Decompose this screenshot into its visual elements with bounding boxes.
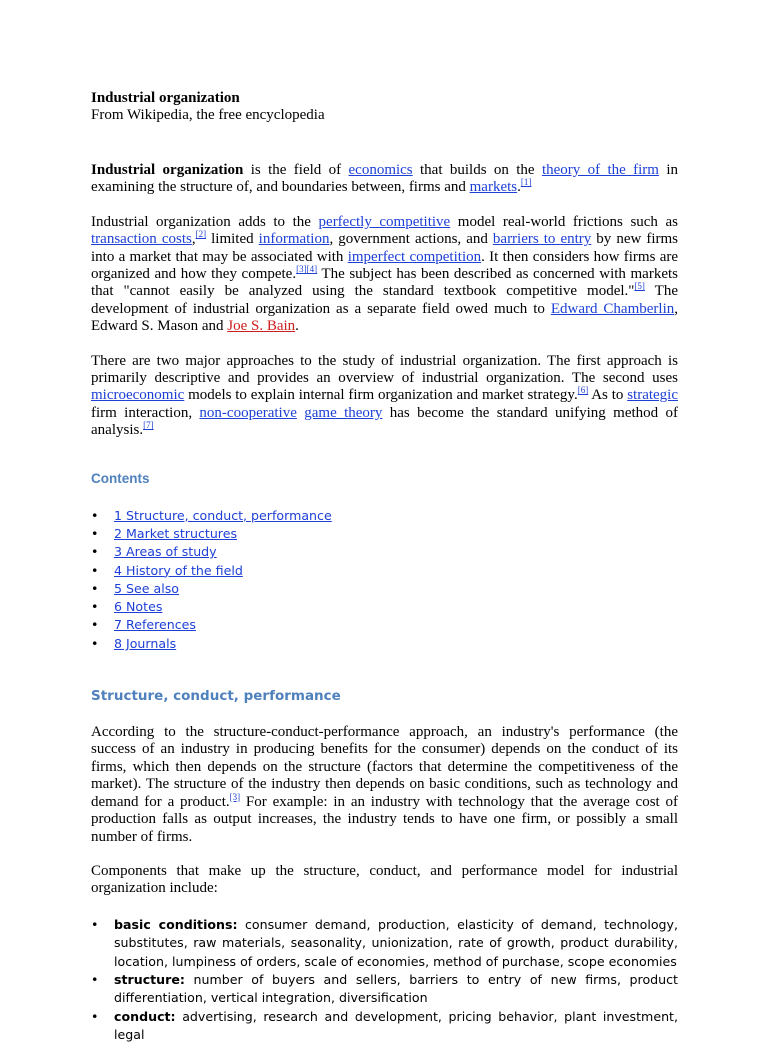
text-span: The subject has been described as concerned with markets that "cannot easily be analyzed using the standard textbook competitive model." bbox=[91, 266, 679, 300]
bullet-icon: • bbox=[91, 562, 99, 578]
text-span: in examining the structure of, and boundaries between, firms and bbox=[91, 162, 679, 196]
text-span: . It then considers how firms are organized and how they compete. bbox=[91, 248, 679, 283]
section-paragraph-1 bbox=[91, 724, 678, 846]
list-item bbox=[91, 1008, 678, 1045]
link-markets[interactable]: markets bbox=[469, 179, 518, 196]
toc-link-notes[interactable]: 6 Notes bbox=[114, 599, 163, 615]
text-span: that builds on the bbox=[412, 162, 542, 178]
paragraph-3 bbox=[91, 353, 678, 440]
component-label: basic conditions: bbox=[114, 916, 238, 932]
article-source: From Wikipedia, the free encyclopedia bbox=[91, 107, 325, 123]
contents-heading: Contents bbox=[91, 470, 150, 486]
component-text: number of buyers and sellers, barriers to entry of new firms, product differentiation, vertical integration, diversification bbox=[114, 971, 678, 1006]
text-span: . bbox=[295, 318, 299, 335]
component-text: advertising, research and development, pricing behavior, plant investment, legal bbox=[114, 1008, 678, 1043]
link-imperfect-competition[interactable]: imperfect competition bbox=[347, 248, 482, 265]
link-game-theory[interactable]: game theory bbox=[304, 404, 383, 421]
bullet-icon: • bbox=[91, 971, 99, 987]
text-span: models to explain internal firm organization and market strategy. bbox=[184, 387, 578, 404]
link-transaction-costs[interactable]: transaction costs bbox=[91, 231, 192, 248]
citation-4[interactable]: [4] bbox=[306, 264, 318, 275]
citation-7[interactable]: [7] bbox=[143, 420, 154, 431]
text-span: The development of industrial organization as a separate field owed much to bbox=[91, 283, 678, 317]
link-non-cooperative[interactable]: non-cooperative bbox=[199, 404, 297, 421]
link-barriers-to-entry[interactable]: barriers to entry bbox=[492, 231, 592, 248]
toc-link-references[interactable]: 7 References bbox=[114, 617, 196, 633]
link-strategic[interactable]: strategic bbox=[627, 387, 678, 404]
link-microeconomic[interactable]: microeconomic bbox=[91, 387, 185, 404]
link-information[interactable]: information bbox=[258, 231, 330, 248]
toc-link-see-also[interactable]: 5 See also bbox=[114, 580, 179, 596]
component-label: conduct: bbox=[114, 1008, 176, 1024]
toc-link-history-of-the-field[interactable]: 4 History of the field bbox=[114, 562, 243, 578]
link-edward-chamberlin[interactable]: Edward Chamberlin bbox=[550, 300, 675, 317]
text-span: firm interaction, bbox=[91, 404, 200, 421]
text-span: limited bbox=[206, 231, 259, 248]
paragraph-2 bbox=[91, 214, 678, 336]
toc-link-areas-of-study[interactable]: 3 Areas of study bbox=[114, 544, 217, 560]
citation-2[interactable]: [2] bbox=[195, 229, 207, 240]
toc-item bbox=[91, 507, 678, 525]
text-span: , bbox=[191, 231, 196, 248]
section-heading-structure-conduct-performance: Structure, conduct, performance bbox=[91, 688, 341, 705]
text-span: There are two major approaches to the study of industrial organization. The first approach is primarily descriptive and provides an overview of industrial organization. The second uses bbox=[91, 352, 678, 387]
intro-term: Industrial organization bbox=[91, 162, 244, 178]
bullet-icon: • bbox=[91, 635, 99, 651]
toc-item bbox=[91, 562, 678, 580]
link-perfectly-competitive[interactable]: perfectly competitive bbox=[318, 213, 451, 230]
citation-3[interactable]: [3] bbox=[229, 791, 241, 802]
toc-link-journals[interactable]: 8 Journals bbox=[114, 635, 177, 651]
bullet-icon: • bbox=[91, 617, 99, 633]
text-span: For example: in an industry with technology that the average cost of production falls as output increases, the industry tends to have one firm, or possibly a small number of firms. bbox=[91, 793, 679, 845]
text-span: has become the standard unifying method of analysis. bbox=[91, 404, 678, 439]
component-text: consumer demand, production, elasticity of demand, technology, substitutes, raw materials, seasonality, unionization, rate of growth, product durability, location, lumpiness of orders, scale of economies, method of purchase, scope economies bbox=[114, 916, 679, 969]
toc-link-structure-conduct-performance[interactable]: 1 Structure, conduct, performance bbox=[114, 507, 332, 523]
text-span: is the field of bbox=[243, 162, 349, 178]
toc-item bbox=[91, 543, 678, 561]
bullet-icon: • bbox=[91, 580, 99, 596]
text-span: by new firms into a market that may be associated with bbox=[91, 231, 679, 265]
text-span: According to the structure-conduct-performance approach, an industry's performance (the success of an industry in producing benefits for the consumer) depends on the conduct of its firms, which then depends on the structure (factors that determine the competitiveness of the market). The structure of the industry then depends on basic conditions, such as technology and demand for a product. bbox=[91, 724, 678, 810]
link-theory-of-the-firm[interactable]: theory of the firm bbox=[541, 162, 659, 178]
section-paragraph-2: Components that make up the structure, conduct, and performance model for industrial organization include: bbox=[91, 862, 678, 897]
toc-item bbox=[91, 598, 678, 616]
link-joe-s-bain[interactable]: Joe S. Bain bbox=[227, 318, 296, 335]
bullet-icon: • bbox=[91, 599, 99, 615]
toc-item bbox=[91, 616, 678, 634]
bullet-icon: • bbox=[91, 525, 99, 541]
toc-item bbox=[91, 635, 678, 653]
article-title: Industrial organization bbox=[91, 90, 240, 106]
intro-paragraph bbox=[91, 162, 678, 197]
bullet-icon: • bbox=[91, 507, 99, 523]
list-item bbox=[91, 916, 678, 971]
toc-item bbox=[91, 580, 678, 598]
citation-5[interactable]: [5] bbox=[634, 281, 645, 292]
citation-6[interactable]: [6] bbox=[577, 385, 589, 396]
text-span: As to bbox=[588, 387, 628, 404]
citation-3[interactable]: [3] bbox=[296, 264, 307, 275]
bullet-icon: • bbox=[91, 1008, 99, 1024]
toc-link-market-structures[interactable]: 2 Market structures bbox=[114, 525, 238, 541]
bullet-icon: • bbox=[91, 916, 99, 932]
component-label: structure: bbox=[114, 971, 185, 987]
bullet-icon: • bbox=[91, 544, 99, 560]
text-span: , government actions, and bbox=[329, 231, 493, 248]
table-of-contents bbox=[91, 507, 678, 653]
text-span: , Edward S. Mason and bbox=[91, 300, 678, 335]
link-economics[interactable]: economics bbox=[348, 162, 413, 178]
list-item bbox=[91, 971, 678, 1008]
citation-1[interactable]: [1] bbox=[520, 177, 532, 188]
text-span: model real-world frictions such as bbox=[450, 213, 678, 230]
text-span: . bbox=[517, 179, 521, 196]
components-list bbox=[91, 916, 678, 1045]
toc-item bbox=[91, 525, 678, 543]
article-body bbox=[91, 90, 678, 1045]
text-span: Industrial organization adds to the bbox=[91, 213, 319, 230]
